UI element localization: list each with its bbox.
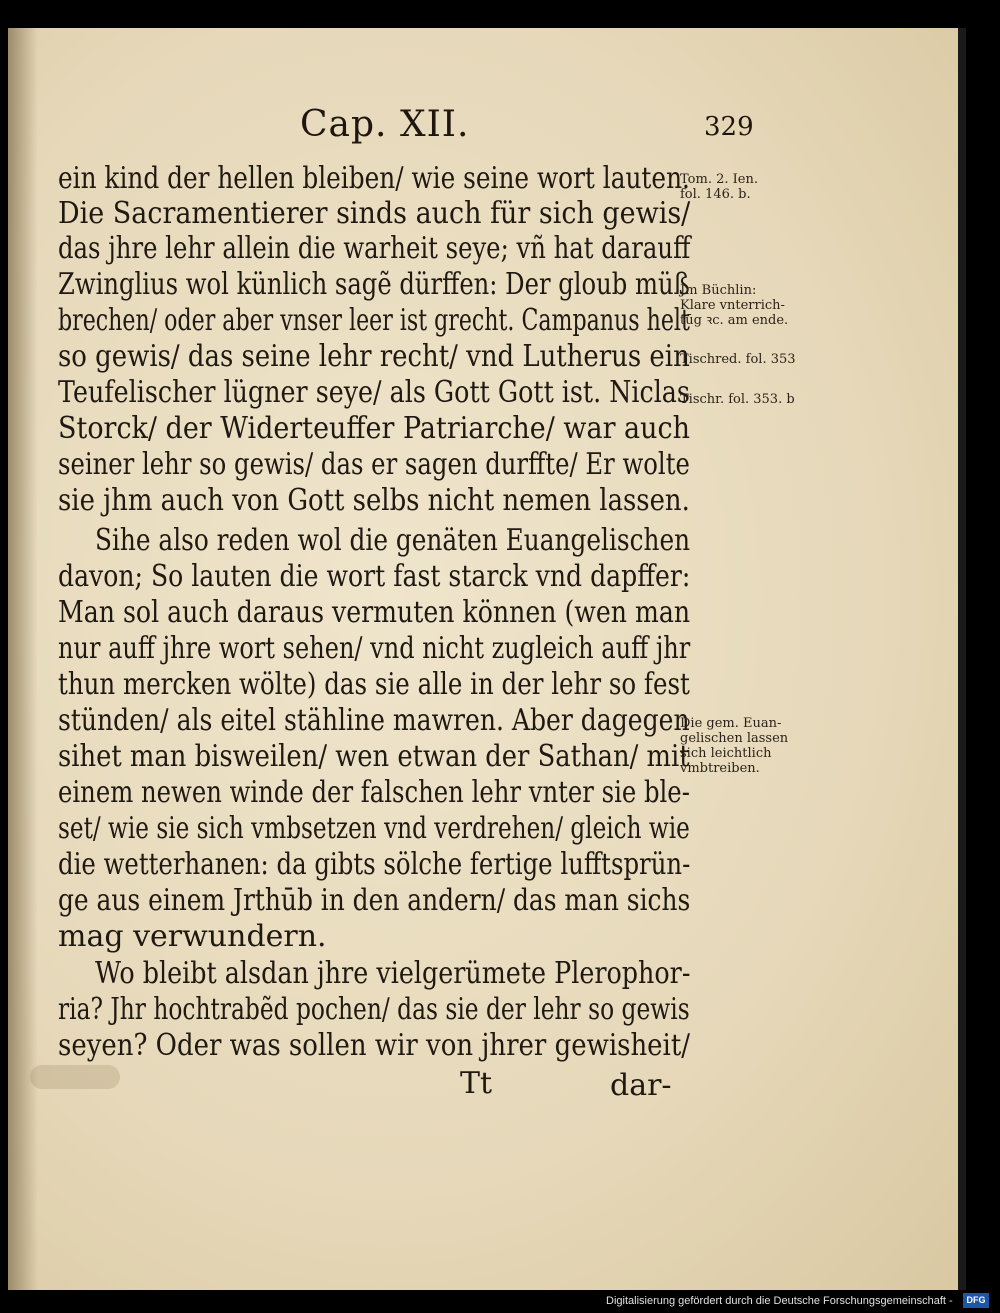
- chapter-heading: Cap. XII.: [300, 104, 470, 145]
- signature-mark: Tt: [460, 1066, 493, 1101]
- text-line: seiner lehr so gewis/ das er sagen durffte/ Er wolte: [58, 447, 690, 482]
- text-line: Teufelischer lügner seye/ als Gott Gott ist. Niclas: [58, 375, 690, 410]
- show-through-stain: [30, 1065, 120, 1089]
- text-line: so gewis/ das seine lehr recht/ vnd Lutherus ein: [58, 339, 690, 374]
- catchword: dar-: [610, 1068, 672, 1103]
- text-line: ge aus einem Jrthūb in den andern/ das man sichs: [58, 883, 691, 918]
- text-line: Zwinglius wol künlich sagẽ dürffen: Der gloub müß: [58, 267, 690, 302]
- marginal-note: Die gem. Euan- gelischen lassen sich leichtlich vmbtreiben.: [680, 716, 789, 776]
- text-line: set/ wie sie sich vmbsetzen vnd verdrehen/ gleich wie: [58, 811, 690, 846]
- marginal-note: Tischr. fol. 353. b: [680, 392, 795, 407]
- digitization-credit: Digitalisierung gefördert durch die Deutsche Forschungsgemeinschaft -: [606, 1295, 953, 1307]
- page-gutter-shadow: [8, 28, 38, 1290]
- text-line: nur auff jhre wort sehen/ vnd nicht zugleich auff jhr: [58, 631, 691, 666]
- text-line: Storck/ der Widerteuffer Patriarche/ war auch: [58, 411, 690, 446]
- dfg-logo: DFG: [963, 1293, 989, 1308]
- text-line: ria? Jhr hochtrabẽd pochen/ das sie der lehr so gewis: [58, 992, 690, 1027]
- text-line: sihet man bisweilen/ wen etwan der Sathan/ mit: [58, 739, 690, 774]
- text-line: Wo bleibt alsdan jhre vielgerümete Plerophor-: [95, 956, 691, 991]
- page-number: 329: [704, 112, 754, 142]
- marginal-note: Jm Büchlin: Klare vnterrich- tūg ꝛc. am ende.: [680, 283, 789, 328]
- text-line: davon; So lauten die wort fast starck vnd dapffer:: [58, 559, 691, 594]
- marginal-note: Tischred. fol. 353: [680, 352, 796, 367]
- text-line: Sihe also reden wol die genäten Euangelischen: [95, 523, 691, 558]
- marginal-note: Tom. 2. Ien. fol. 146. b.: [680, 172, 758, 202]
- text-line: Man sol auch daraus vermuten können (wen man: [58, 595, 691, 630]
- text-line: einem newen winde der falschen lehr vnter sie ble-: [58, 775, 690, 810]
- text-line: stünden/ als eitel stähline mawren. Aber dagegen: [58, 703, 690, 738]
- page-edge: [958, 28, 966, 1290]
- text-line: die wetterhanen: da gibts sölche fertige lufftsprün-: [58, 847, 691, 882]
- text-line: thun mercken wölte) das sie alle in der lehr so fest: [58, 667, 690, 702]
- text-line: seyen? Oder was sollen wir von jhrer gewisheit/: [58, 1028, 691, 1063]
- text-line: ein kind der hellen bleiben/ wie seine wort lauten.: [58, 161, 690, 196]
- text-line: sie jhm auch von Gott selbs nicht nemen lassen.: [58, 483, 690, 518]
- text-line: Die Sacramentierer sinds auch für sich gewis/: [58, 196, 691, 231]
- text-line: das jhre lehr allein die warheit seye; vñ hat darauff: [58, 231, 691, 266]
- text-line: brechen/ oder aber vnser leer ist grecht. Campanus helt: [58, 303, 690, 338]
- text-line: mag verwundern.: [58, 919, 327, 954]
